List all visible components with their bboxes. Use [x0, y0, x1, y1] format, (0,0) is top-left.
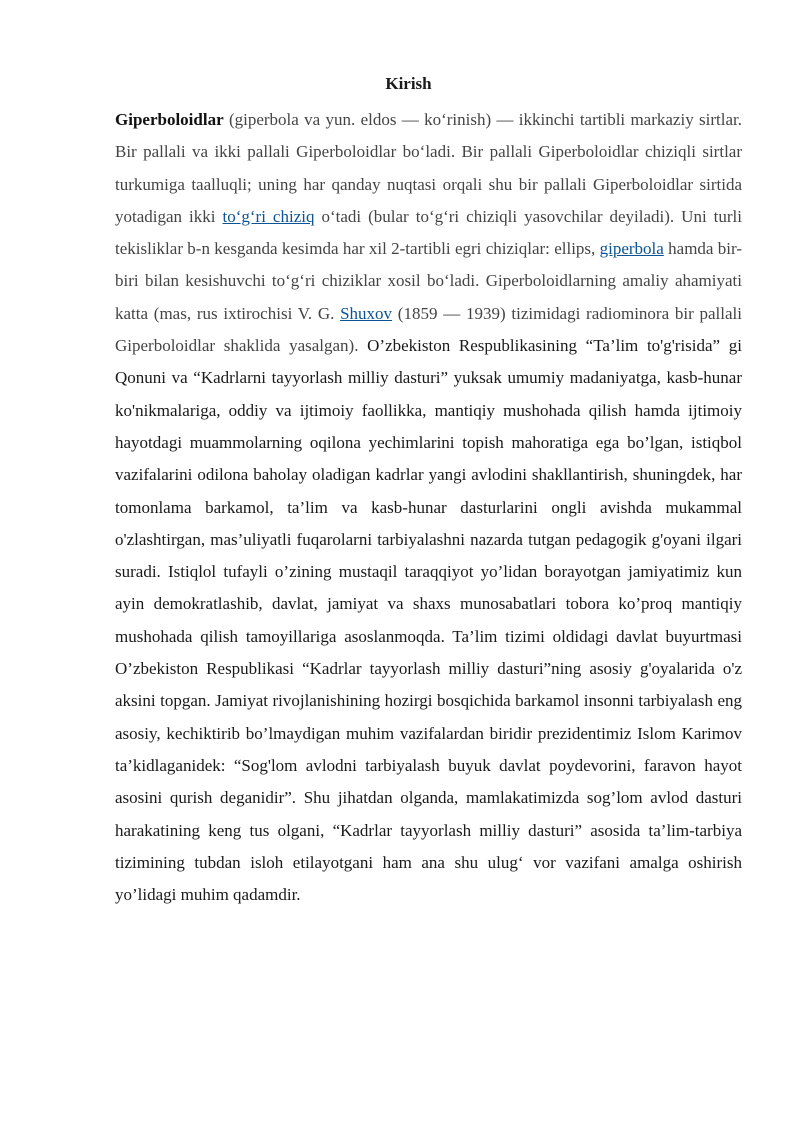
text-segment-1: (giperbola va yun. eldos — ko‘rinish) — ikkinchi tartibli markaziy sirtlar. Bir pallali va ikki pallali Giperboloidlar bo‘ladi. Bir pallali Giperboloidlar chiziqli sirtlar turkumiga taalluqli; uning har qanday nuqtasi orqali shu bir pallali Giperboloidlar sirtida yotadigan ikki: [115, 110, 742, 226]
intro-paragraph: [115, 104, 742, 911]
text-segment-3: hamda bir-biri bilan kesishuvchi to‘g‘ri chiziklar xosil bo‘ladi. Giperboloidlarning amaliy ahamiyati katta (mas, rus ixtirochisi V. G.: [115, 239, 742, 323]
text-segment-2: o‘tadi (bular to‘g‘ri chiziqli yasovchilar deyiladi). Uni turli tekisliklar b-n kesganda kesimda har xil 2-tartibli egri chiziqlar: ellips,: [115, 206, 742, 259]
lead-term: Giperboloidlar: [115, 110, 224, 129]
link-shuxov[interactable]: Shuxov: [340, 303, 393, 323]
text-segment-4: (1859 — 1939) tizimidagi radiominora bir pallali Giperboloidlar shaklida yasalgan).: [115, 303, 742, 356]
link-togri-chiziq[interactable]: to‘g‘ri chiziq: [222, 206, 315, 226]
page-title: Kirish: [385, 74, 432, 93]
text-segment-5: O’zbekiston Respublikasining “Ta’lim to'g'risida” gi Qonuni va “Kadrlarni tayyorlash milliy dasturi” yuksak umumiy madaniyatga, kasb-hunar ko'nikmalariga, oddiy va ijtimoiy faollikka, mantiqiy mushohada qilish hamda ijtimoiy hayotdagi muammolarning oqilona yechimlarini topish mahoratiga ega bo’lgan, istiqbol vazifalarini odilona baholay oladigan kadrlar yangi avlodini shakllantirish, shuningdek, har tomonlama barkamol, ta’lim va kasb-hunar dasturlarini ongli avishda mukammal o'zlashtirgan, mas’uliyatli fuqarolarni tarbiyalashni nazarda tutgan pedagogik g'oyani ilgari suradi. Istiqlol tufayli o’zining mustaqil taraqqiyot yo’lidan borayotgan jamiyatimiz kun ayin demokratlashib, davlat, jamiyat va shaxs munosabatlari tobora ko’proq mantiqiy mushohada qilish tamoyillariga asoslanmoqda. Ta’lim tizimi oldidagi davlat buyurtmasi O’zbekiston Respublikasi “Kadrlar tayyorlash milliy dasturi”ning asosiy g'oyalarida o'z aksini topgan. Jamiyat rivojlanishining hozirgi bosqichida barkamol insonni tarbiyalash eng asosiy, kechiktirib bo’lmaydigan muhim vazifalardan biridir prezidentimiz Islom Karimov ta’kidlaganidek: “Sog'lom avlodni tarbiyalash buyuk davlat poydevorini, faravon hayot asosini qurish deganidir”. Shu jihatdan olganda, mamlakatimizda sog’lom avlod dasturi harakatining keng tus olgani, “Kadrlar tayyorlash milliy dasturi” asosida ta’lim-tarbiya tizimining tubdan isloh etilayotgani ham ana shu ulug‘ vor vazifani amalga oshirish yo’lidagi muhim qadamdir.: [115, 336, 743, 905]
link-giperbola[interactable]: giperbola: [599, 239, 664, 259]
